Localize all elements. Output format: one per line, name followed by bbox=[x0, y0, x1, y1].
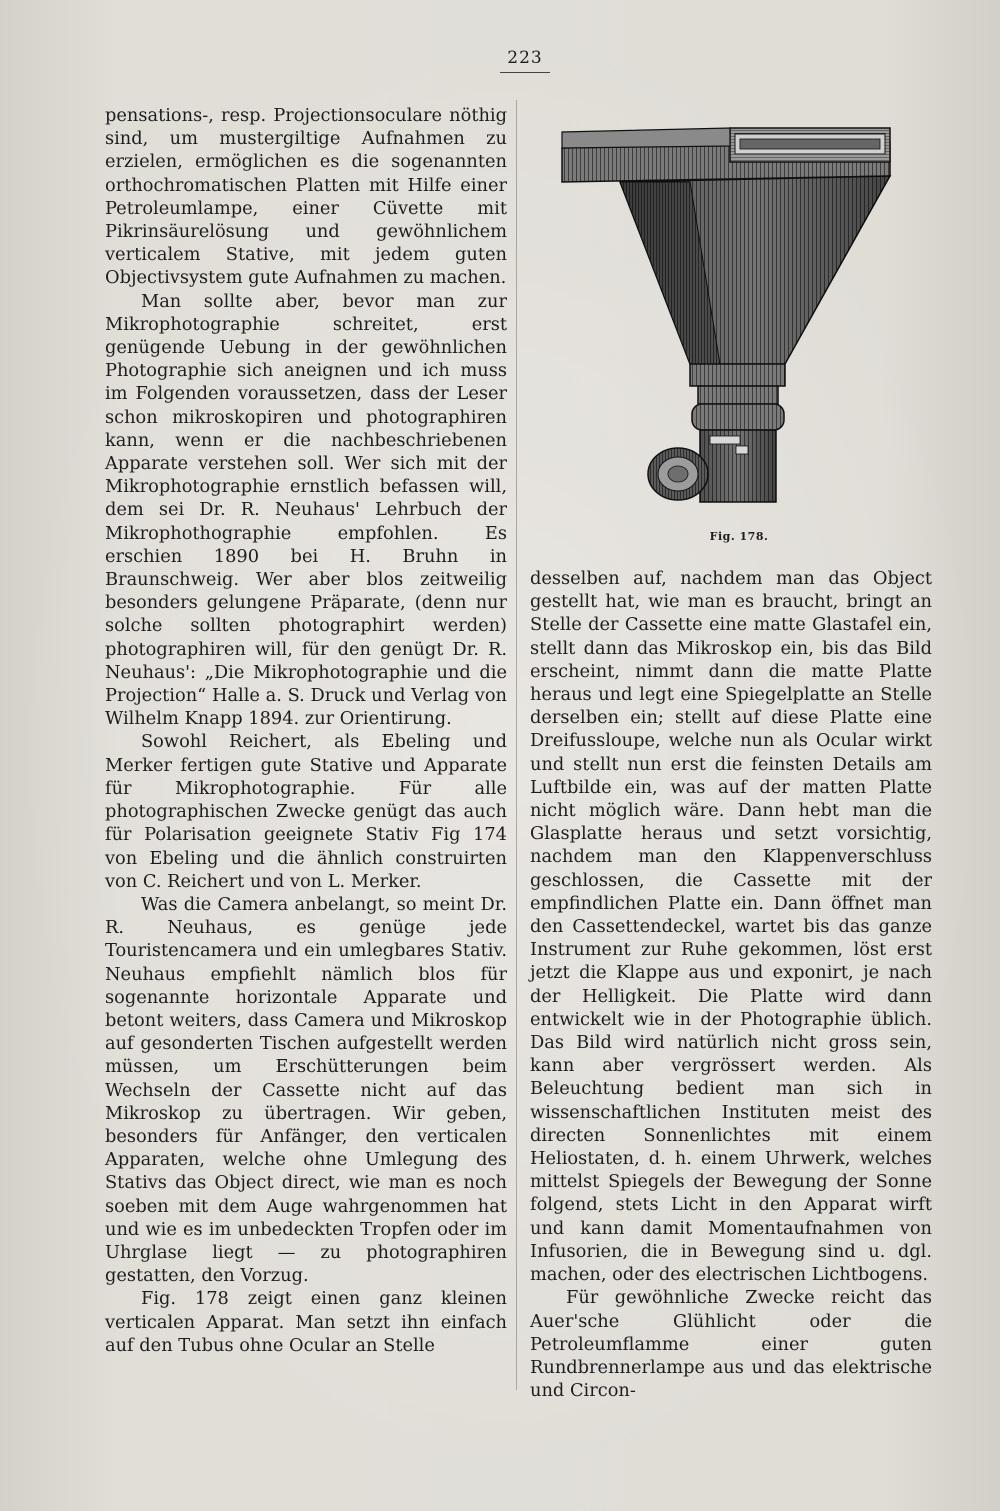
camera-attachment-illustration bbox=[560, 124, 900, 524]
paragraph: pensations-, resp. Projectionsoculare nöthig sind, um mustergiltige Aufnahmen zu erzielen, ermöglichen es die sogenannten orthochromatischen Platten mit Hilfe einer Petroleumlampe, einer Cüvette mit Pikrinsäurelösung und gewöhnlichem verticalem Stative, mit jedem guten Objectivsystem gute Aufnahmen zu machen. bbox=[105, 105, 507, 289]
column-divider bbox=[516, 100, 517, 1390]
page-number: 223 bbox=[507, 48, 543, 68]
left-column bbox=[105, 104, 507, 1357]
paragraph: Für gewöhnliche Zwecke reicht das Auer'sche Glühlicht oder die Petroleumflamme einer guten Rundbrennerlampe aus und das elektrische und Circon- bbox=[530, 1287, 932, 1402]
figure-178-camera-attachment bbox=[560, 124, 900, 524]
paragraph: Fig. 178 zeigt einen ganz kleinen verticalen Apparat. Man setzt ihn einfach auf den Tubus ohne Ocular an Stelle bbox=[105, 1288, 507, 1356]
paragraph: Sowohl Reichert, als Ebeling und Merker fertigen gute Stative und Apparate für Mikrophotographie. Für alle photographischen Zwecke genügt das auch für Polarisation geeignete Stativ Fig 174 von Ebeling und die ähnlich construirten von C. Reichert und von L. Merker. bbox=[105, 731, 507, 892]
page-number-rule bbox=[500, 72, 550, 73]
paragraph: Was die Camera anbelangt, so meint Dr. R. Neuhaus, es genüge jede Touristencamera und ein umlegbares Stativ. Neuhaus empfiehlt nämlich blos für sogenannte horizontale Apparate und betont weiters, dass Camera und Mikroskop auf gesonderten Tischen aufgestellt werden müssen, um Erschütterungen beim Wechseln der Cassette nicht auf das Mikroskop zu übertragen. Wir geben, besonders für Anfänger, den verticalen Apparaten, welche ohne Umlegung des Stativs das Object direct, wie man es noch soeben mit dem Auge wahrgenommen hat und wie es im unbedeckten Tropfen oder im Uhrglase liegt — zu photographiren gestatten, den Vorzug. bbox=[105, 893, 507, 1287]
figure-caption: Fig. 178. bbox=[709, 530, 769, 543]
paragraph: desselben auf, nachdem man das Object gestellt hat, wie man es braucht, bringt an Stelle der Cassette eine matte Glastafel ein, stellt dann das Mikroskop ein, bis das Bild erscheint, nimmt dann die matte Platte heraus und legt eine Spiegelplatte an Stelle derselben ein; stellt auf diese Platte eine Dreifussloupe, welche nun als Ocular wirkt und stellt nun erst die feinsten Details am Luftbilde ein, was auf der matten Platte nicht möglich wäre. Dann hebt man die Glasplatte heraus und setzt vorsichtig, nachdem man den Klappenverschluss geschlossen, die Cassette mit der empfindlichen Platte ein. Dann öffnet man den Cassettendeckel, wartet bis das ganze Instrument zur Ruhe gekommen, löst erst jetzt die Klappe aus und exponirt, je nach der Helligkeit. Die Platte wird dann entwickelt wie in der Photographie üblich. Das Bild wird natürlich nicht gross sein, kann aber vergrössert werden. Als Beleuchtung bedient man sich in wissenschaftlichen Instituten meist des directen Sonnenlichtes mit einem Heliostaten, d. h. einem Uhrwerk, welches mittelst Spiegels der Bewegung der Sonne folgend, stets Licht in den Apparat wirft und kann damit Momentaufnahmen von Infusorien, die in Bewegung sind u. dgl. machen, oder des electrischen Lichtbogens. bbox=[530, 568, 932, 1286]
right-column bbox=[530, 567, 932, 1402]
paragraph: Man sollte aber, bevor man zur Mikrophotographie schreitet, erst genügende Uebung in der gewöhnlichen Photographie sich aneignen und ich muss im Folgenden voraussetzen, dass der Leser schon mikroskopiren und photographiren kann, wenn er die nachbeschriebenen Apparate verstehen soll. Wer sich mit der Mikrophotographie ernstlich befassen will, dem sei Dr. R. Neuhaus' Lehrbuch der Mikrophothographie empfohlen. Es erschien 1890 bei H. Bruhn in Braunschweig. Wer aber blos zeitweilig besonders gelungene Präparate, (denn nur solche sollten photographirt werden) photographiren will, für den genügt Dr. R. Neuhaus': „Die Mikrophotographie und die Projection“ Halle a. S. Druck und Verlag von Wilhelm Knapp 1894. zur Orientirung. bbox=[105, 290, 507, 730]
